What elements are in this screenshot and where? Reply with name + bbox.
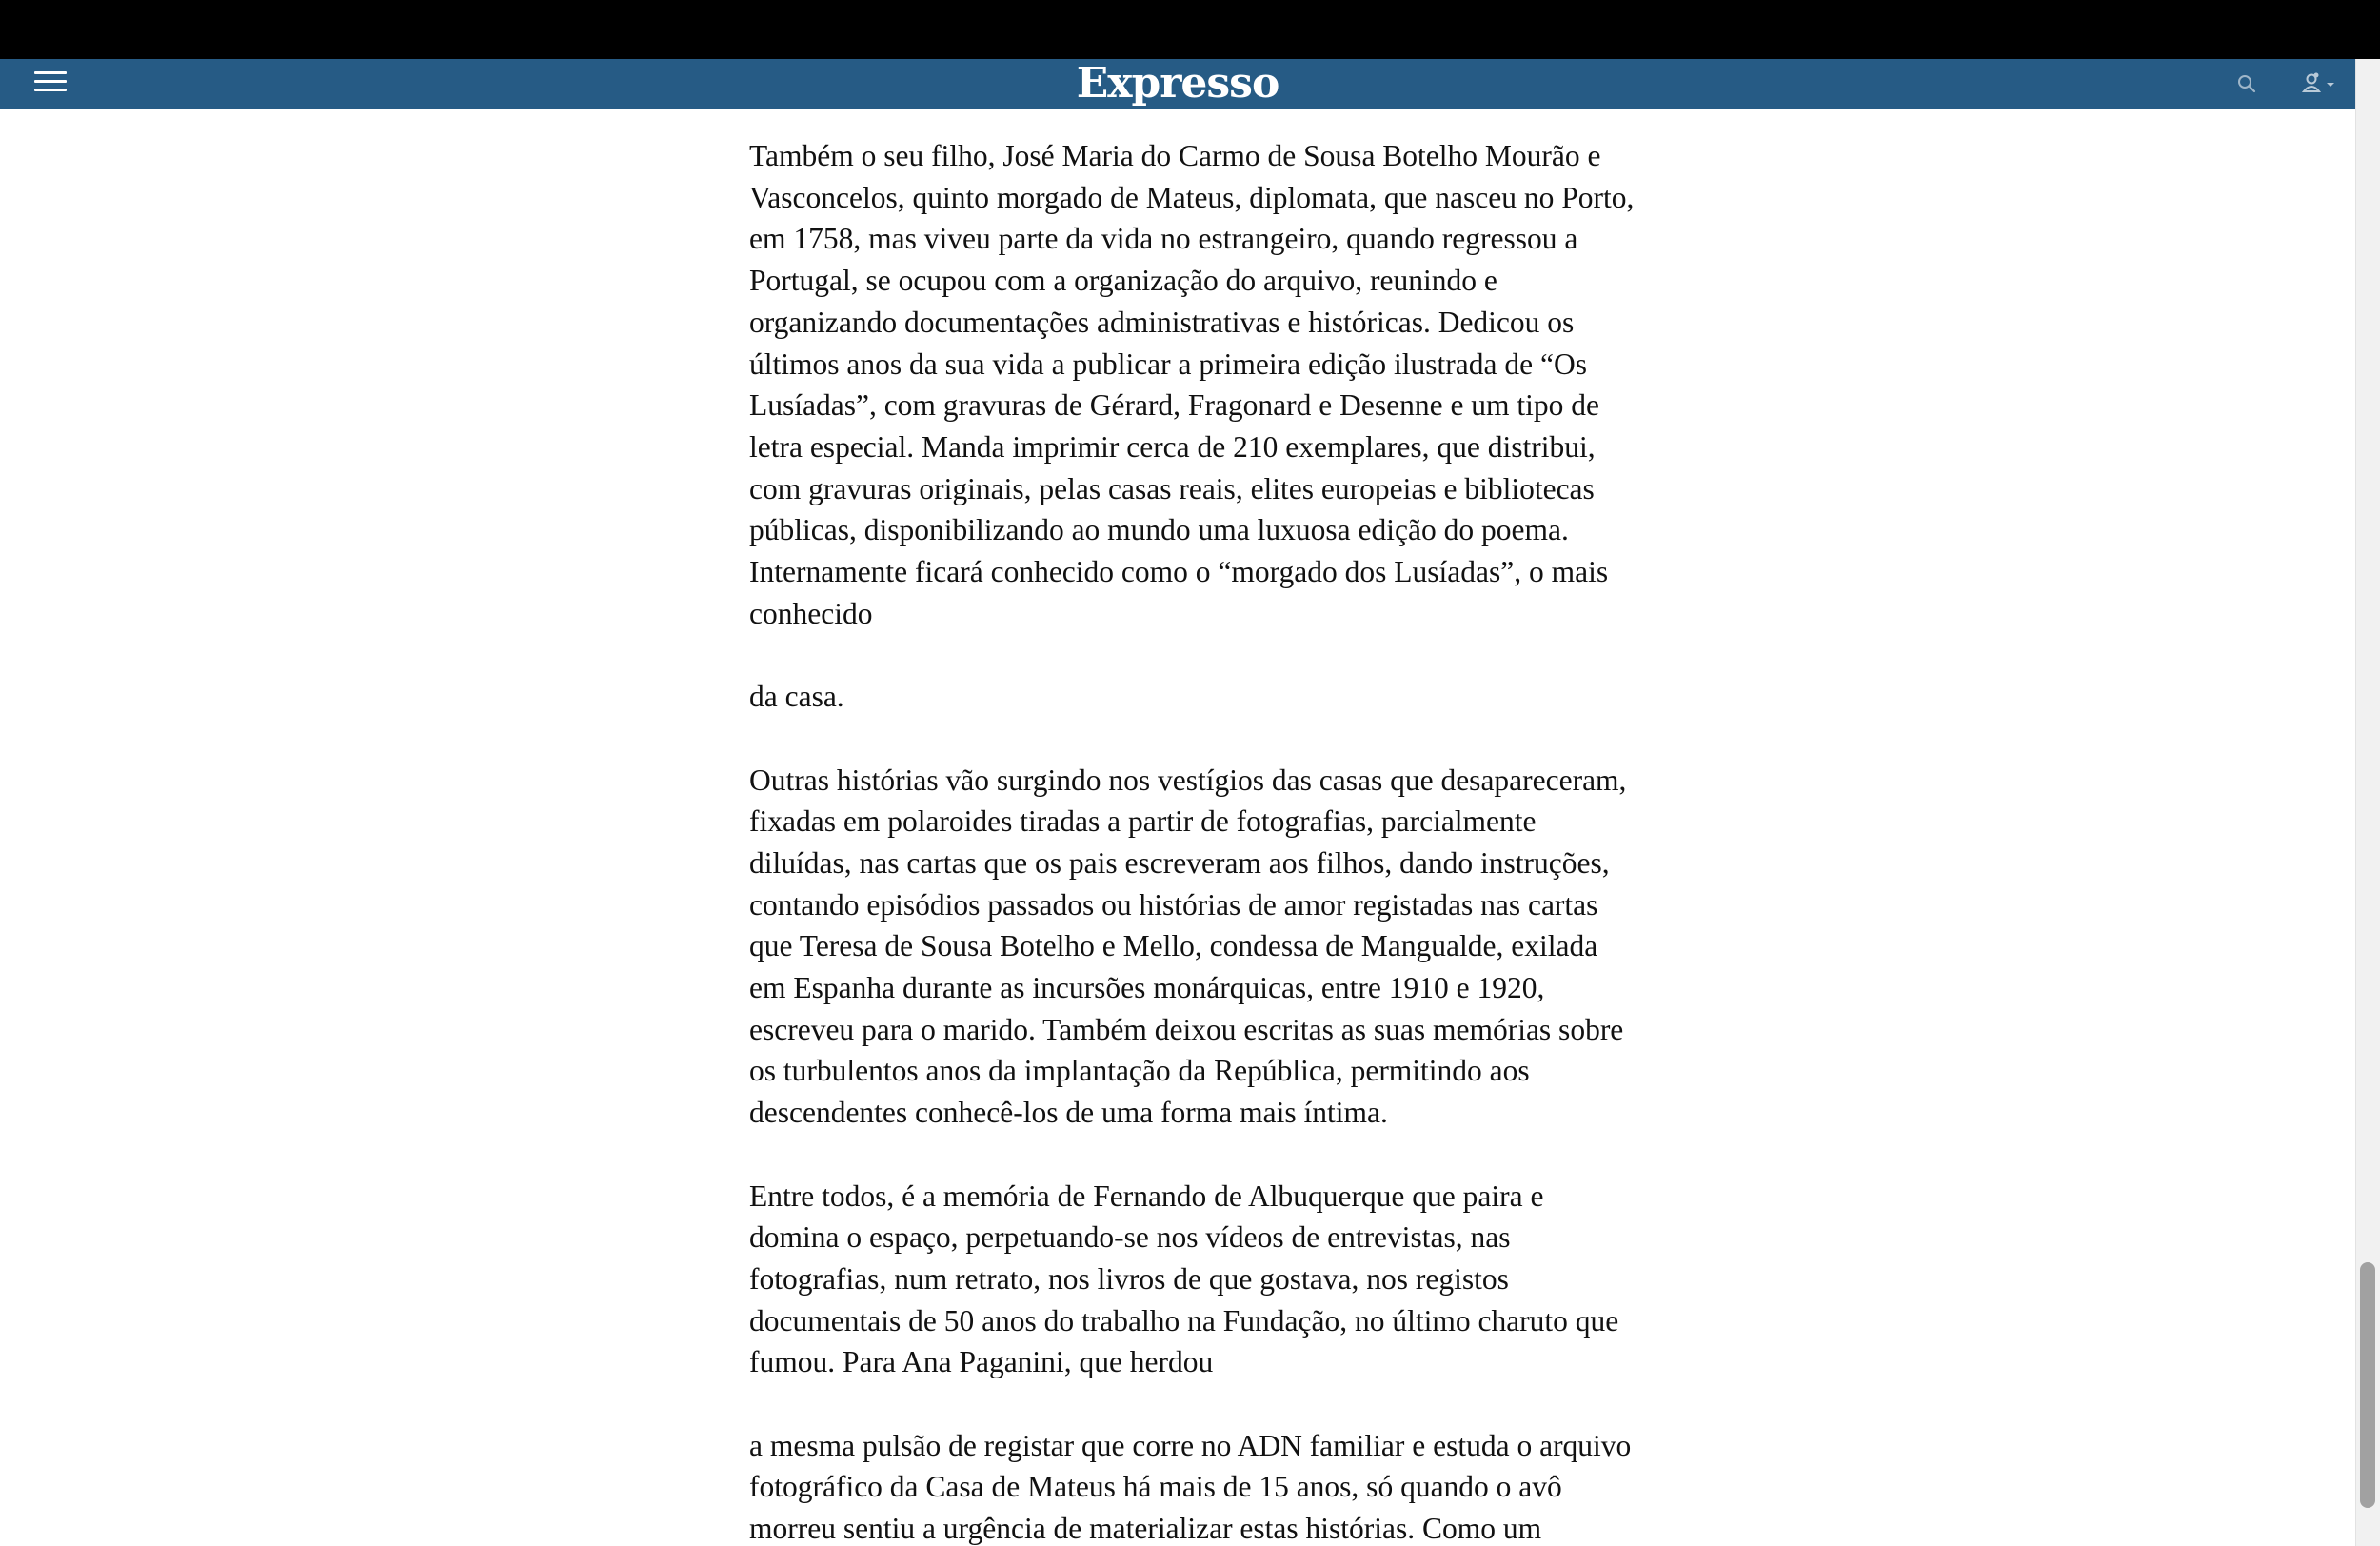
- site-logo[interactable]: Expresso: [1076, 59, 1279, 108]
- menu-button[interactable]: [34, 71, 67, 96]
- article-paragraph: Também o seu filho, José Maria do Carmo de Sousa Botelho Mourão e Vasconcelos, quinto morgado de Mateus, diplomata, que nasceu no Porto, em 1758, mas viveu parte da vida no estrangeiro, quando regressou a Portugal, se ocupou com a organização do arquivo, reunindo e organizando documentações administrativas e históricas. Dedicou os últimos anos da sua vida a publicar a primeira edição ilustrada de “Os Lusíadas”, com gravuras de Gérard, Fragonard e Desenne e um tipo de letra especial. Manda imprimir cerca de 210 exemplares, que distribui, com gravuras originais, pelas casas reais, elites europeias e bibliotecas públicas, disponibilizando ao mundo uma luxuosa edição do poema. Internamente ficará conhecido como o “morgado dos Lusíadas”, o mais conhecido: [749, 139, 1635, 630]
- page-scrollbar[interactable]: [2355, 59, 2380, 1546]
- search-icon: [2235, 72, 2258, 95]
- article-body: [749, 135, 1635, 1546]
- article-paragraph: da casa.: [749, 680, 844, 714]
- hamburger-menu-icon-line: [34, 80, 67, 83]
- article-paragraph: a mesma pulsão de registar que corre no ADN familiar e estuda o arquivo fotográfico da Casa de Mateus há mais de 15 anos, só quando o avô morreu sentiu a urgência de materializar estas histórias. Como um: [749, 1428, 1632, 1546]
- hamburger-menu-icon-line: [34, 89, 67, 91]
- browser-top-bar: [0, 0, 2380, 59]
- user-account-icon: [2300, 70, 2338, 97]
- hamburger-menu-icon: [34, 71, 67, 74]
- search-button[interactable]: [2235, 72, 2258, 95]
- user-account-button[interactable]: [2300, 70, 2338, 97]
- site-header: [0, 59, 2355, 109]
- article-paragraph: Entre todos, é a memória de Fernando de Albuquerque que paira e domina o espaço, perpetuando-se nos vídeos de entrevistas, nas fotografias, num retrato, nos livros de que gostava, nos registos documentais de 50 anos do trabalho na Fundação, no último charuto que fumou. Para Ana Paganini, que herdou: [749, 1179, 1619, 1379]
- article-paragraph: Outras histórias vão surgindo nos vestígios das casas que desapareceram, fixadas em polaroides tiradas a partir de fotografias, parcialmente diluídas, nas cartas que os pais escreveram aos filhos, dando instruções, contando episódios passados ou histórias de amor registadas nas cartas que Teresa de Sousa Botelho e Mello, condessa de Mangualde, exilada em Espanha durante as incursões monárquicas, entre 1910 e 1920, escreveu para o marido. Também deixou escritas as suas memórias sobre os turbulentos anos da implantação da República, permitindo aos descendentes conhecê-los de uma forma mais íntima.: [749, 763, 1627, 1130]
- scrollbar-thumb[interactable]: [2360, 1262, 2375, 1508]
